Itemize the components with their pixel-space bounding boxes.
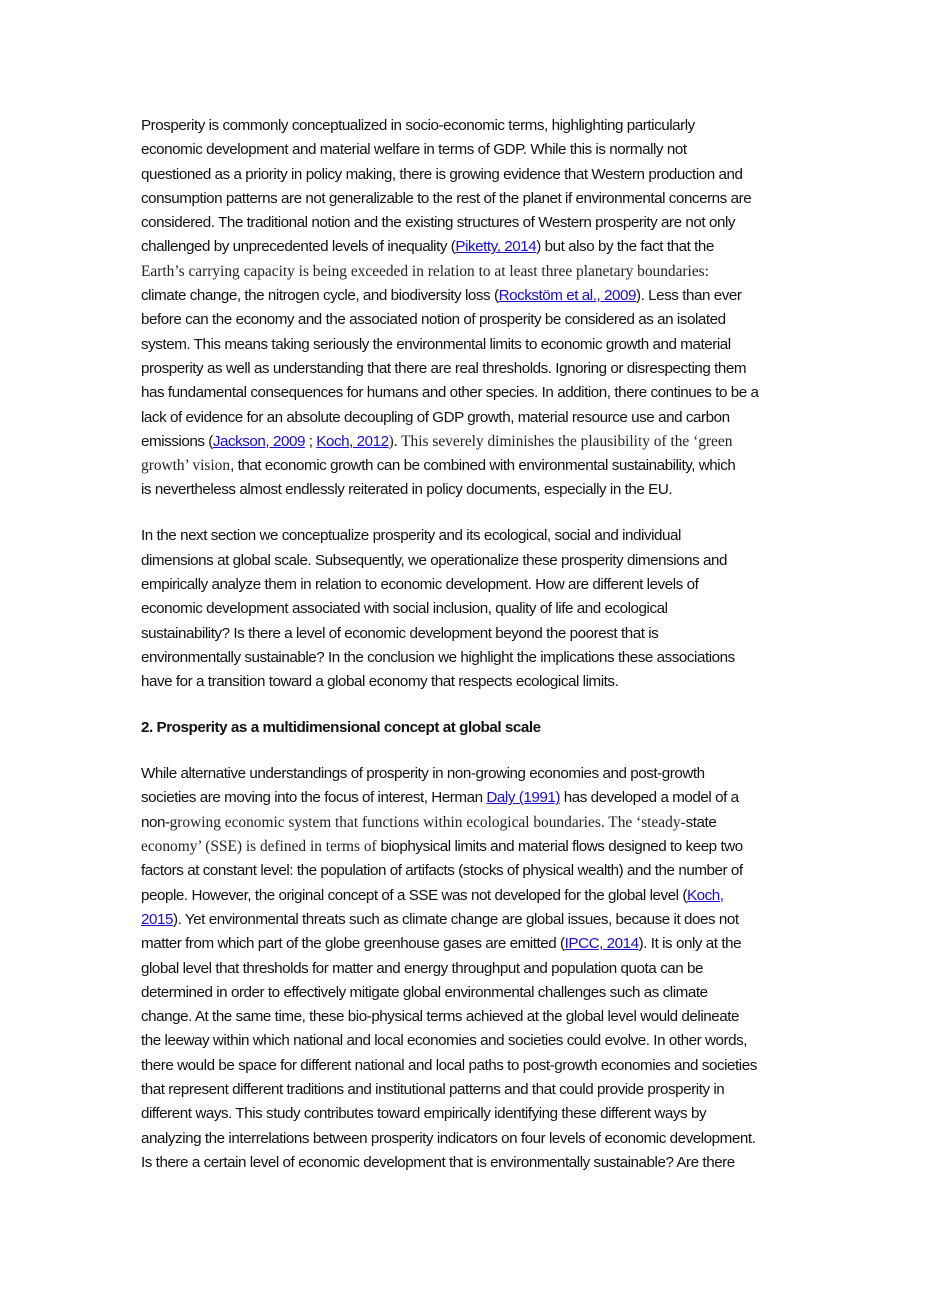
text-segment: have for a transition toward a global economy that respects ecological limits.: [141, 673, 619, 691]
text-segment: growth’ vision: [141, 457, 231, 475]
text-line: [141, 549, 821, 573]
text-line: [141, 114, 821, 138]
text-segment: matter from which part of the globe greenhouse gases are emitted (: [141, 935, 565, 953]
text-segment: considered. The traditional notion and the existing structures of Western prosperity are not only: [141, 214, 736, 232]
citation-link[interactable]: Piketty, 2014: [455, 238, 537, 256]
citation-link[interactable]: Jackson, 2009: [212, 432, 305, 450]
text-line: [141, 406, 821, 430]
text-segment: ). It is only at the: [638, 935, 742, 953]
text-line: [141, 835, 821, 859]
paragraph-outline: [141, 524, 821, 694]
text-segment: economy’ (SSE) is defined in terms of: [141, 838, 381, 856]
text-segment: challenged by unprecedented levels of inequality (: [141, 238, 456, 256]
text-segment: growing economic system that functions within ecological boundaries. The ‘steady-: [169, 813, 686, 831]
text-segment: global level that thresholds for matter and energy throughput and population quota can be: [141, 959, 703, 977]
text-line: [141, 981, 821, 1005]
text-line: [141, 430, 821, 454]
text-segment: societies are moving into the focus of interest, Herman: [141, 789, 487, 807]
text-segment: prosperity as well as understanding that there are real thresholds. Ignoring or disrespecting them: [141, 359, 747, 377]
text-segment: dimensions at global scale. Subsequently, we operationalize these prosperity dimensions and: [141, 551, 728, 569]
text-segment: Is there a certain level of economic development that is environmentally sustainable? Are there: [141, 1153, 735, 1171]
text-line: [141, 646, 821, 670]
text-segment: While alternative understandings of prosperity in non-growing economies and post-growth: [141, 765, 705, 783]
text-line: [141, 670, 821, 694]
text-line: [141, 1078, 821, 1102]
text-line: [141, 1029, 821, 1053]
text-segment: lack of evidence for an absolute decoupling of GDP growth, material resource use and carbon: [141, 408, 730, 426]
text-line: [141, 859, 821, 883]
citation-link[interactable]: IPCC, 2014: [564, 935, 639, 953]
document-page: [141, 114, 821, 1197]
text-segment: before can the economy and the associated notion of prosperity be considered as an isolated: [141, 311, 726, 329]
text-segment: environmentally sustainable? In the conclusion we highlight the implications these associations: [141, 648, 735, 666]
text-line: [141, 622, 821, 646]
text-segment: In the next section we conceptualize prosperity and its ecological, social and individual: [141, 527, 681, 545]
text-line: [141, 381, 821, 405]
text-segment: Prosperity is commonly conceptualized in socio-economic terms, highlighting particularly: [141, 117, 695, 134]
text-segment: climate change, the nitrogen cycle, and biodiversity loss (: [141, 287, 499, 305]
citation-link[interactable]: Rockstöm et al., 2009: [498, 287, 636, 305]
text-line: [141, 187, 821, 211]
text-line: [141, 1151, 821, 1175]
citation-link[interactable]: 2015: [141, 910, 173, 928]
citation-link[interactable]: Daly (1991): [486, 789, 560, 807]
text-segment: empirically analyze them in relation to economic development. How are different levels of: [141, 576, 699, 594]
text-segment: people. However, the original concept of a SSE was not developed for the global level (: [141, 886, 687, 904]
text-segment: economic development and material welfare in terms of GDP. While this is normally not: [141, 141, 687, 159]
text-line: [141, 573, 821, 597]
text-segment: different ways. This study contributes toward empirically identifying these different ways by: [141, 1105, 707, 1123]
text-segment: change. At the same time, these bio-physical terms achieved at the global level would delineate: [141, 1008, 740, 1026]
text-segment: ). Less than ever: [636, 287, 742, 305]
citation-link[interactable]: Koch, 2012: [316, 432, 389, 450]
text-segment: has fundamental consequences for humans and other species. In addition, there continues to be a: [141, 384, 759, 402]
text-line: [141, 762, 821, 786]
text-line: [141, 932, 821, 956]
text-segment: sustainability? Is there a level of economic development beyond the poorest that is: [141, 624, 659, 642]
paragraph-introduction: [141, 114, 821, 503]
section-heading: 2. Prosperity as a multidimensional concept at global scale: [141, 719, 541, 737]
text-segment: analyzing the interrelations between prosperity indicators on four levels of economic development.: [141, 1129, 756, 1147]
text-line: [141, 884, 821, 908]
text-segment: has developed a model of a: [559, 789, 739, 807]
text-line: [141, 138, 821, 162]
text-line: [141, 260, 821, 284]
text-segment: is nevertheless almost endlessly reiterated in policy documents, especially in the EU.: [141, 481, 673, 499]
text-line: [141, 308, 821, 332]
text-segment: that represent different traditions and institutional patterns and that could provide prosperity in: [141, 1081, 725, 1099]
text-segment: emissions (: [141, 432, 213, 450]
text-segment: consumption patterns are not generalizable to the rest of the planet if environmental concerns are: [141, 189, 752, 207]
text-segment: system. This means taking seriously the environmental limits to economic growth and material: [141, 335, 731, 353]
paragraph-section-2: [141, 762, 821, 1175]
text-line: [141, 524, 821, 548]
text-segment: , that economic growth can be combined with environmental sustainability, which: [230, 457, 736, 475]
text-segment: ). This severely diminishes the plausibility of the ‘green: [388, 432, 733, 450]
text-line: [141, 357, 821, 381]
text-line: [141, 597, 821, 621]
text-segment: state: [685, 813, 717, 831]
text-segment: non-: [141, 813, 170, 831]
text-segment: there would be space for different national and local paths to post-growth economies and societies: [141, 1056, 757, 1074]
text-segment: ). Yet environmental threats such as climate change are global issues, because it does not: [173, 910, 739, 928]
text-segment: economic development associated with social inclusion, quality of life and ecological: [141, 600, 668, 618]
text-line: [141, 235, 821, 259]
text-segment: Earth’s carrying capacity is being exceeded in relation to at least three planetary boundaries:: [141, 262, 709, 280]
text-segment: ) but also by the fact that the: [536, 238, 714, 256]
text-line: [141, 811, 821, 835]
text-segment: determined in order to effectively mitigate global environmental challenges such as climate: [141, 983, 708, 1001]
text-segment: biophysical limits and material flows designed to keep two: [380, 838, 743, 856]
text-line: [141, 333, 821, 357]
text-line: [141, 1054, 821, 1078]
text-line: [141, 1102, 821, 1126]
text-line: [141, 454, 821, 478]
text-line: [141, 211, 821, 235]
text-line: [141, 163, 821, 187]
text-line: [141, 1127, 821, 1151]
text-segment: factors at constant level: the population of artifacts (stocks of physical wealth) and the number of: [141, 862, 743, 880]
text-segment: questioned as a priority in policy making, there is growing evidence that Western production and: [141, 165, 743, 183]
text-segment: ;: [304, 432, 317, 450]
text-line: [141, 786, 821, 810]
text-line: [141, 478, 821, 502]
text-line: [141, 284, 821, 308]
text-line: [141, 1005, 821, 1029]
text-segment: the leeway within which national and local economies and societies could evolve. In other words,: [141, 1032, 748, 1050]
text-line: [141, 957, 821, 981]
text-line: [141, 908, 821, 932]
citation-link[interactable]: Koch,: [686, 886, 724, 904]
